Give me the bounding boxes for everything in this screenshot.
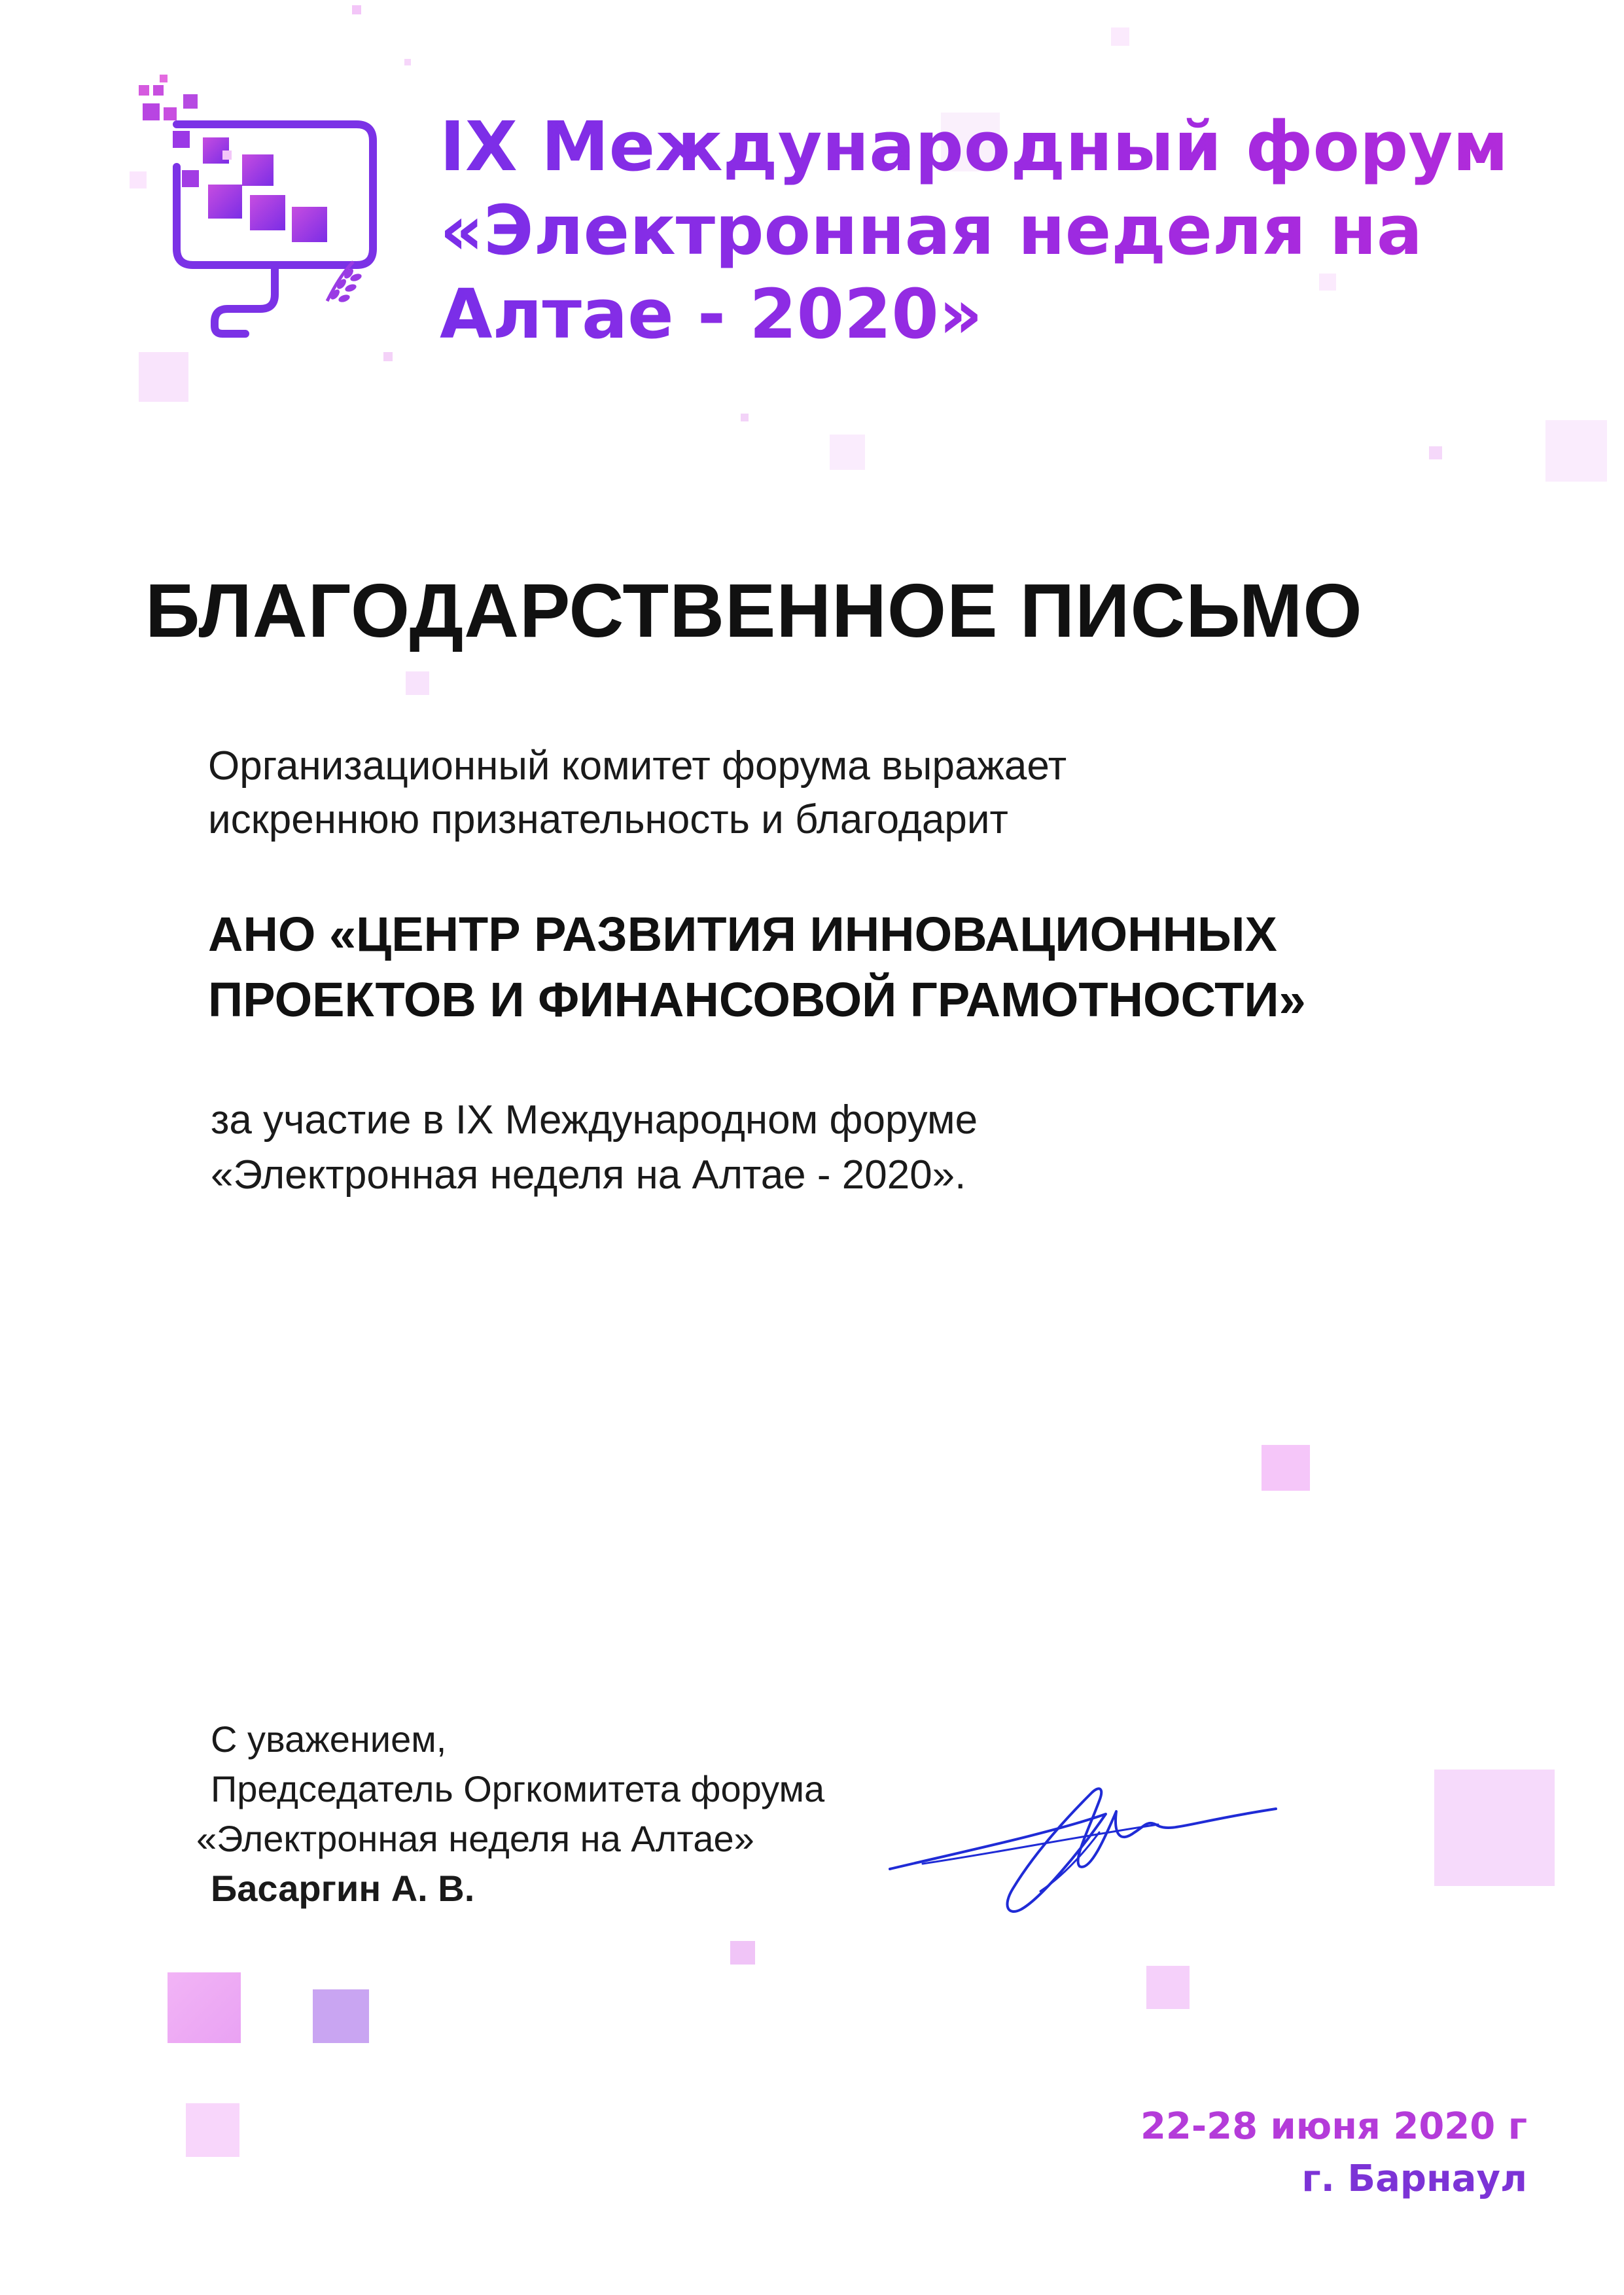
- decor-square: [168, 1972, 241, 2043]
- document-title: БЛАГОДАРСТВЕННОЕ ПИСЬМО: [145, 568, 1363, 653]
- decor-square: [830, 435, 865, 470]
- event-footer: [1140, 2101, 1527, 2205]
- decor-square: [404, 59, 411, 65]
- forum-title: [440, 105, 1591, 356]
- decor-square: [741, 414, 749, 421]
- decor-square: [1545, 420, 1607, 482]
- decor-square: [1111, 27, 1129, 46]
- signature-block: [196, 1715, 981, 1913]
- decor-square: [1146, 1966, 1190, 2009]
- decor-square: [1262, 1445, 1310, 1491]
- handwritten-signature: [883, 1754, 1289, 1930]
- event-date: 22-28 июня 2020 г: [1140, 2105, 1527, 2148]
- decor-square: [1434, 1770, 1555, 1886]
- signatory-name: Басаргин А. В.: [211, 1868, 475, 1909]
- intro-text: [208, 739, 1451, 847]
- decor-square: [313, 1989, 369, 2043]
- reason-text: [211, 1093, 1454, 1203]
- forum-logo: [131, 65, 393, 340]
- decor-square: [139, 352, 188, 402]
- event-city: г. Барнаул: [1301, 2158, 1527, 2200]
- forum-title-line1: IX Международный форум: [440, 107, 1509, 187]
- decor-square: [730, 1941, 755, 1965]
- decor-square: [383, 352, 393, 361]
- signature-position-line2: «Электронная неделя на Алтае»: [196, 1818, 754, 1859]
- reason-line1: за участие в IX Международном форуме: [211, 1097, 978, 1143]
- decor-square: [352, 5, 361, 14]
- recipient-organization: [208, 902, 1582, 1033]
- decor-square: [186, 2103, 239, 2157]
- forum-title-line3: Алтае - 2020»: [440, 274, 983, 354]
- recipient-line2: ПРОЕКТОВ И ФИНАНСОВОЙ ГРАМОТНОСТИ»: [208, 972, 1306, 1027]
- decor-square: [406, 671, 429, 695]
- intro-line1: Организационный комитет форума выражает: [208, 743, 1067, 789]
- signature-position-line1: Председатель Оргкомитета форума: [211, 1768, 825, 1809]
- intro-line2: искреннюю признательность и благодарит: [208, 797, 1008, 842]
- recipient-line1: АНО «ЦЕНТР РАЗВИТИЯ ИННОВАЦИОННЫХ: [208, 907, 1277, 961]
- forum-title-line2: «Электронная неделя на: [440, 190, 1422, 270]
- signature-greeting: С уважением,: [211, 1718, 447, 1760]
- decor-square: [1429, 446, 1442, 459]
- reason-line2: «Электронная неделя на Алтае - 2020».: [211, 1152, 966, 1198]
